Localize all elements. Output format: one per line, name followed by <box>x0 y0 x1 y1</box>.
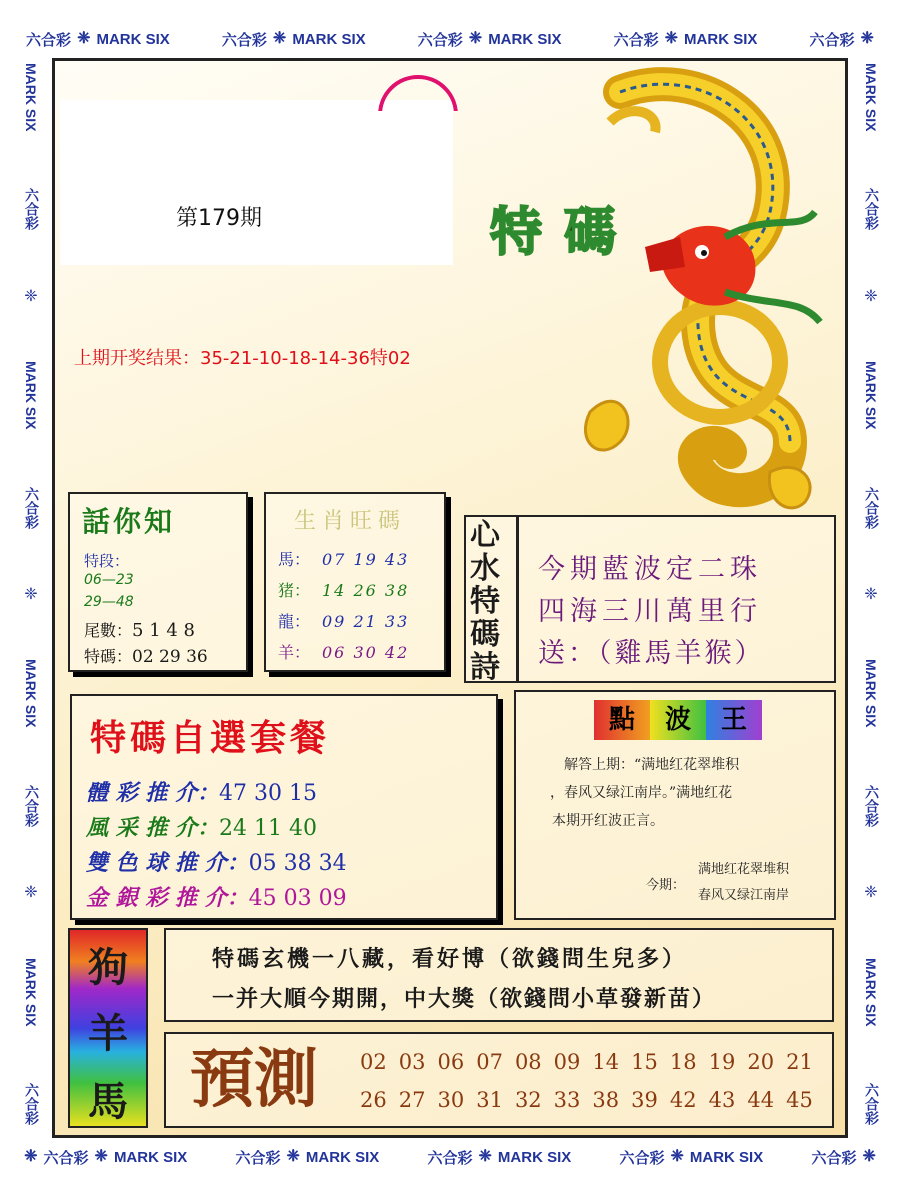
wave-answer-2: ，春风又绿江南岸。”满地红花 <box>550 785 733 801</box>
header-title: 特碼 <box>490 202 639 263</box>
prediction-number: 07 <box>476 1050 503 1074</box>
side-animal-column <box>68 928 148 1128</box>
flower-icon: ❈ <box>860 30 874 47</box>
brand-cn-text: 六合彩 <box>863 486 879 529</box>
prediction-number: 42 <box>669 1088 697 1112</box>
package-label: 金 銀 彩 推 介： <box>86 885 249 911</box>
flower-icon: ❈ <box>864 583 878 603</box>
flower-icon: ❈ <box>24 1148 38 1165</box>
bottom-border <box>0 1140 900 1174</box>
prediction-number: 32 <box>514 1088 542 1112</box>
brand-cn-text: 六合彩 <box>221 30 267 49</box>
side-animal-dog: 狗 <box>88 944 128 991</box>
flower-icon: ❈ <box>670 1148 684 1165</box>
brand-en-text: MARK SIX <box>863 957 879 1026</box>
prediction-number: 31 <box>476 1088 503 1112</box>
prediction-number: 43 <box>708 1088 736 1112</box>
zodiac-animal: 馬： <box>278 550 311 569</box>
prediction-number: 03 <box>398 1050 426 1074</box>
zodiac-row <box>278 544 409 575</box>
wave-king-char: 波 <box>650 700 706 740</box>
prediction-number: 08 <box>514 1050 542 1074</box>
flower-icon: ❈ <box>468 30 483 47</box>
zodiac-row <box>278 606 409 637</box>
brand-en-text: MARK SIX <box>863 360 879 430</box>
brand-en-text: MARK SIX <box>23 62 39 132</box>
special-values: 02 29 36 <box>132 647 208 667</box>
brand-en-text: MARK SIX <box>292 30 366 48</box>
special-label: 特碼： <box>84 647 133 666</box>
zodiac-animal: 猪： <box>278 581 311 600</box>
brand-cn-text: 六合彩 <box>863 1083 879 1126</box>
brand-en-text: MARK SIX <box>113 1148 188 1166</box>
package-label: 風 采 推 介： <box>86 815 219 841</box>
tail-values: 5 1 4 8 <box>132 620 195 641</box>
package-nums: 45 03 09 <box>248 886 347 911</box>
brand-en-text: MARK SIX <box>863 659 879 728</box>
prediction-number: 39 <box>631 1088 658 1112</box>
package-row <box>86 811 347 846</box>
prediction-number: 20 <box>747 1050 775 1074</box>
header-blank-area <box>60 100 453 265</box>
zodiac-nums: 07 19 43 <box>322 550 410 569</box>
prediction-number: 38 <box>592 1088 620 1112</box>
issue-number: 第179期 <box>176 206 262 231</box>
poem-box <box>464 515 836 683</box>
last-result: 上期开奖结果：35-21-10-18-14-36特02 <box>74 348 411 369</box>
brand-cn-text: 六合彩 <box>619 1148 665 1167</box>
zodiac-nums: 06 30 42 <box>322 643 410 662</box>
poem-divider <box>516 517 519 681</box>
wave-today-1: 满地红花翠堆积 <box>698 862 790 877</box>
brand-cn-text: 六合彩 <box>23 784 39 827</box>
package-label: 雙 色 球 推 介： <box>86 850 249 876</box>
prediction-number: 15 <box>631 1050 658 1074</box>
prediction-row-2 <box>360 1088 813 1112</box>
brand-en-text: MARK SIX <box>488 30 562 48</box>
dragon-illustration <box>470 62 840 522</box>
brand-cn-text: 六合彩 <box>613 30 659 49</box>
package-label: 體 彩 推 介： <box>86 780 219 806</box>
brand-cn-text: 六合彩 <box>809 30 855 49</box>
flower-icon: ❈ <box>478 1148 492 1165</box>
package-nums: 47 30 15 <box>218 781 317 806</box>
prediction-number: 02 <box>360 1050 387 1074</box>
brand-en-text: MARK SIX <box>23 360 39 430</box>
brand-cn-text: 六合彩 <box>26 30 72 49</box>
riddle-line-2: 一并大順今期開，中大獎（欲錢問小草發新苗） <box>212 986 717 1012</box>
package-row <box>86 776 347 811</box>
package-title: 特碼自選套餐 <box>90 717 331 759</box>
brand-en-text: MARK SIX <box>96 30 170 48</box>
prediction-number: 30 <box>437 1088 465 1112</box>
zodiac-box <box>264 492 446 672</box>
wave-answer-1: 解答上期：“满地红花翠堆积 <box>564 757 740 773</box>
brand-en-text: MARK SIX <box>23 659 39 728</box>
segment-label: 特段： <box>84 552 130 570</box>
flower-icon: ❈ <box>24 882 38 902</box>
brand-cn-text: 六合彩 <box>863 188 879 231</box>
top-border <box>0 22 900 56</box>
prediction-number: 27 <box>398 1088 426 1112</box>
poem-line-3: 送：（雞馬羊猴） <box>538 638 765 669</box>
prediction-number: 06 <box>437 1050 465 1074</box>
zodiac-title: 生肖旺碼 <box>294 509 407 534</box>
flower-icon: ❈ <box>664 30 679 47</box>
package-nums: 24 11 40 <box>218 816 317 841</box>
brand-cn-text: 六合彩 <box>23 486 39 529</box>
brand-cn-text: 六合彩 <box>23 1083 39 1126</box>
prediction-number: 26 <box>360 1088 387 1112</box>
flower-icon: ❈ <box>286 1148 300 1165</box>
package-box <box>70 694 498 920</box>
flower-icon: ❈ <box>862 1148 876 1165</box>
hua-ni-zhi-box <box>68 492 248 672</box>
zodiac-nums: 09 21 33 <box>322 612 410 631</box>
left-border <box>14 34 48 1154</box>
side-animal-horse: 馬 <box>88 1078 128 1125</box>
zodiac-nums: 14 26 38 <box>322 581 410 600</box>
poem-label: 心水特碼詩 <box>470 518 500 685</box>
prediction-number: 21 <box>786 1050 813 1074</box>
brand-cn-text: 六合彩 <box>863 784 879 827</box>
prediction-number: 44 <box>747 1088 775 1112</box>
wave-king-char: 王 <box>706 700 762 740</box>
prediction-number: 33 <box>553 1088 581 1112</box>
flower-icon: ❈ <box>77 30 91 47</box>
wave-answer-3: 本期开红波正言。 <box>552 813 664 829</box>
flower-icon: ❈ <box>24 285 38 305</box>
package-row <box>86 846 347 881</box>
zodiac-animal: 龍： <box>278 612 311 631</box>
zodiac-list <box>278 544 409 668</box>
wave-king-title <box>594 700 762 740</box>
package-row <box>86 881 347 916</box>
brand-cn-text: 六合彩 <box>235 1148 281 1167</box>
wave-king-box <box>514 690 836 920</box>
brand-cn-text: 六合彩 <box>811 1148 857 1167</box>
flower-icon: ❈ <box>272 30 287 47</box>
hua-ni-zhi-title: 話你知 <box>82 505 176 538</box>
zodiac-row <box>278 575 409 606</box>
riddle-box <box>164 928 834 1022</box>
brand-cn-text: 六合彩 <box>43 1148 89 1167</box>
brand-en-text: MARK SIX <box>684 30 758 48</box>
segment-range-1: 06—23 <box>84 572 134 588</box>
wave-today-label: 今期： <box>646 878 686 893</box>
prediction-number: 14 <box>592 1050 620 1074</box>
wave-today-2: 春风又绿江南岸 <box>698 888 790 903</box>
prediction-row-1 <box>360 1050 813 1074</box>
prediction-number: 18 <box>669 1050 697 1074</box>
wave-king-char: 點 <box>594 700 650 740</box>
right-border <box>854 34 888 1154</box>
flower-icon: ❈ <box>864 285 878 305</box>
prediction-label: 預測 <box>190 1042 318 1117</box>
brand-cn-text: 六合彩 <box>417 30 463 49</box>
flower-icon: ❈ <box>24 583 38 603</box>
brand-en-text: MARK SIX <box>497 1148 572 1166</box>
brand-cn-text: 六合彩 <box>427 1148 473 1167</box>
brand-cn-text: 六合彩 <box>23 188 39 231</box>
tail-label: 尾數： <box>84 621 133 640</box>
poem-line-2: 四海三川萬里行 <box>538 596 762 627</box>
prediction-number: 45 <box>786 1088 813 1112</box>
riddle-line-1: 特碼玄機一八藏，看好博（欲錢問生兒多） <box>212 946 688 972</box>
flower-icon: ❈ <box>94 1148 108 1165</box>
side-animal-sheep: 羊 <box>88 1010 128 1057</box>
brand-en-text: MARK SIX <box>689 1148 764 1166</box>
flower-icon: ❈ <box>864 882 878 902</box>
zodiac-row <box>278 637 409 668</box>
segment-range-2: 29—48 <box>84 594 134 610</box>
package-list <box>86 776 347 916</box>
brand-en-text: MARK SIX <box>305 1148 380 1166</box>
brand-en-text: MARK SIX <box>863 62 879 132</box>
zodiac-animal: 羊： <box>278 643 311 662</box>
prediction-box <box>164 1032 834 1128</box>
brand-en-text: MARK SIX <box>23 957 39 1026</box>
prediction-number: 09 <box>553 1050 581 1074</box>
prediction-number: 19 <box>708 1050 736 1074</box>
poem-line-1: 今期藍波定二珠 <box>538 554 762 585</box>
package-nums: 05 38 34 <box>248 851 347 876</box>
